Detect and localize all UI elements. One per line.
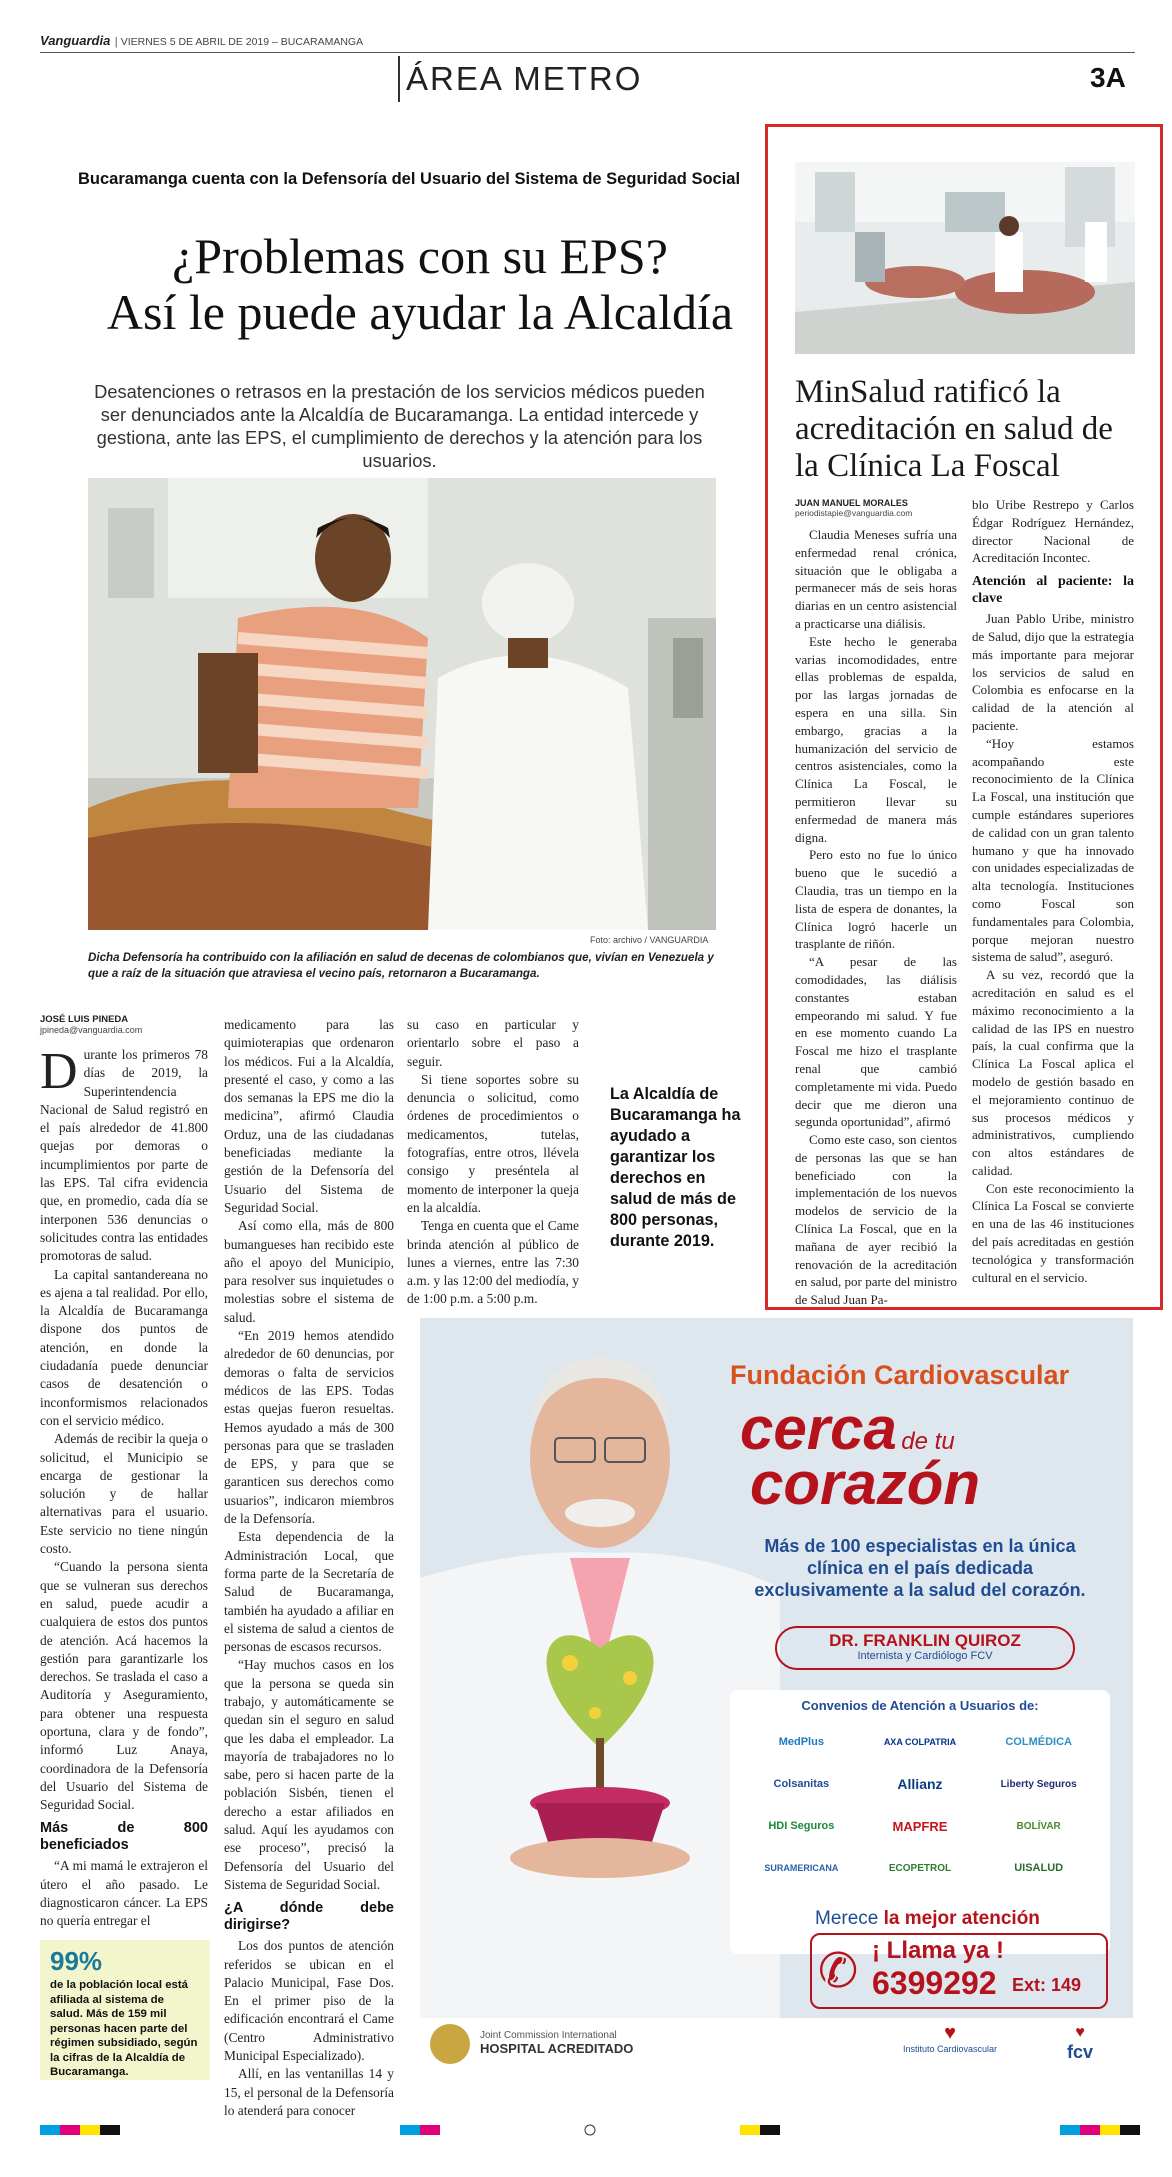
section-divider — [398, 56, 400, 102]
side-paragraph: Con este reconocimiento la Clínica La Foscal se convierte en una de las 46 instituciones del país acreditadas en gestión tecnológica y transformación cultural en el servicio. — [972, 1180, 1134, 1285]
stat-number: 99% — [50, 1946, 103, 1976]
insurer-logo: BOLÍVAR — [1016, 1820, 1061, 1832]
phone-ext: Ext: 149 — [1012, 1975, 1082, 1995]
side-paragraph: Como este caso, son cientos de personas las que se han beneficiado con la implementación de los nuevos modelos de servicio de la Clínica La Foscal, que en la mañana de ayer recibió la renovación de la acreditación en salud, por parte del ministro de Salud Juan Pa- — [795, 1132, 957, 1308]
side-column-a — [795, 526, 957, 1308]
registration-marks — [40, 2125, 1140, 2135]
stat-text: de la población local está afiliada al sistema de salud. Más de 159 mil personas hacen parte del régimen subsidiado, según la cifras de la Alcaldía de Bucaramanga. — [50, 1979, 198, 2078]
col2-paragraph: Allí, en las ventanillas 14 y 15, el personal de la Defensoría lo atenderá para conocer — [224, 2066, 394, 2118]
side-paragraph: A su vez, recordó que la acreditación en salud es el máximo reconocimiento a la calidad de las IPS en nuestro país, la cual confirma que la Clínica La Foscal aplica el modelo de gestión basado en el mejoramiento continuo de sus procesos médicos y administrativos, cumpliendo con altos estándares de calidad. — [972, 967, 1134, 1178]
stat-box — [40, 1940, 210, 2080]
col2-paragraph: Esta dependencia de la Administración Local, que forma parte de la Secretaría de Salud de Bucaramanga, también ha ayudado a afiliar en el sistema de salud a cientos de personas de escasos recursos. — [224, 1529, 394, 1655]
side-column-b — [972, 496, 1134, 1296]
pull-quote: La Alcaldía de Bucaramanga ha ayudado a garantizar los derechos en salud de más de 800 personas, durante 2019. — [610, 1085, 741, 1250]
cta-line — [815, 1908, 1040, 1930]
cta-mejor-atencion: la mejor atención — [883, 1908, 1040, 1929]
side-byline — [795, 498, 965, 518]
main-byline — [40, 1014, 210, 1035]
col1-paragraph: “A mi mamá le extrajeron el útero el año pasado. Le diagnosticaron cáncer. La EPS no quería entregar el — [40, 1858, 208, 1929]
photo-credit: Foto: archivo / VANGUARDIA — [590, 935, 709, 945]
dialysis-photo — [795, 162, 1135, 354]
col1-paragraph: “Cuando la persona sienta que se vulneran sus derechos en salud, puede acudir a cualquiera de estos dos puntos de atención. Acá hacemos la gestión para garantizarle los derechos. Se traslada el caso a Auditoría y Aseguramiento, para obtener una respuesta oportuna, clara y de fondo”, informó Luz Anaya, coordinadora de la Defensoría del Usuario del Sistema de Seguridad Social. — [40, 1559, 208, 1813]
deck: Desatenciones o retrasos en la prestación de los servicios médicos pueden ser denunciados ante la Alcaldía de Bucaramanga. La entidad intercede y gestiona, ante las EPS, el cumplimiento de derechos y la atención para los usuarios. — [94, 381, 705, 471]
side-paragraph: Pero esto no fue lo único bueno que le sucedió a Claudia, tras un tiempo en la lista de espera de donantes, la Clínica logró hacerle un trasplante de riñón. — [795, 847, 957, 952]
col2-paragraph: “Hay muchos casos en los que la persona se queda sin trabajo, y automáticamente se quedan sin el seguro en salud que les daba el empleador. La mayoría de trabajadores no lo sabe, pero si hacen parte de la población Sisbén, tienen el derecho a estar afiliados en salud. Aquí les ayudamos con ese proceso”, precisó la Defensoría del Usuario del Sistema de Seguridad Social. — [224, 1657, 394, 1892]
col2-paragraph: medicamento para las quimioterapias que ordenaron los médicos. Fui a la Alcaldía, presenté el caso, y como a las dos semanas la EPS me dio la medicina”, afirmó Claudia Orduz, una de las ciudadanas beneficiadas mediante la gestión de la Defensoría del Usuario del Sistema de Seguridad Social. — [224, 1017, 394, 1215]
col1-paragraph: Además de recibir la queja o solicitud, el Municipio se encarga de gestionar la solución y de hallar alternativas para el usuario. Este servicio no tiene ningún costo. — [40, 1431, 208, 1557]
col3-paragraph: Tenga en cuenta que el Came brinda atención al público de lunes a viernes, entre las 7:30 a.m. y las 12:00 del mediodía, y de 1:00 p.m. a 5:00 p.m. — [407, 1218, 579, 1307]
hospital-scene-illustration — [88, 478, 716, 930]
insurer-logo: MAPFRE — [892, 1818, 948, 1834]
fcv-advertisement[interactable] — [420, 1318, 1133, 2070]
side-paragraph: Juan Pablo Uribe, ministro de Salud, dijo que la estrategia más importante para mejorar los servicios de salud en Colombia es enfocarse en la calidad de la atención al paciente. — [972, 611, 1134, 733]
insurer-logo: ECOPETROL — [888, 1862, 952, 1874]
col2-paragraph: Los dos puntos de atención referidos se ubican en el Palacio Municipal, Fase Dos. En el primer piso de la edificación encontrará el Came (Centro Administrativo Municipal Especializado). — [224, 1938, 394, 2064]
paper-name: Vanguardia — [40, 33, 111, 48]
accreditation-line-2: HOSPITAL ACREDITADO — [480, 2041, 634, 2056]
col2-subhead: ¿A dónde debe dirigirse? — [224, 1900, 394, 1934]
instituto-text: Instituto Cardiovascular — [902, 2044, 998, 2054]
accreditation-line-1: Joint Commission International — [480, 2030, 617, 2041]
side-paragraph: Este hecho le generaba varias incomodidades, entre ellas problemas de espalda, por las largas jornadas de espera en una silla. Sin embargo, gracias a la humanización del servicio de centros asistenciales, como la Clínica La Foscal, le permitieron llevar su enfermedad de manera más digna. — [795, 633, 957, 845]
col1-subhead: Más de 800 beneficiados — [40, 1820, 208, 1854]
doctor-name-badge — [775, 1626, 1075, 1670]
insurer-logo: HDI Seguros — [768, 1820, 835, 1832]
tree-heart-icon: ♥ — [944, 2022, 956, 2044]
call-label: ¡ Llama ya ! — [872, 1937, 1005, 1964]
main-photo — [88, 478, 716, 930]
byline-email: jpineda@vanguardia.com — [40, 1025, 143, 1035]
doctor-title: Internista y Cardiólogo FCV — [857, 1650, 993, 1662]
doctor-name: DR. FRANKLIN QUIROZ — [829, 1631, 1021, 1650]
section-title: ÁREA METRO — [406, 60, 643, 97]
phone-box[interactable] — [810, 1933, 1108, 2009]
masthead: Vanguardia | VIERNES 5 DE ABRIL DE 2019 – BUCARAMANGA — [40, 32, 1135, 53]
phone-number: 6399292 — [872, 1965, 997, 2001]
ad-tagline — [740, 1394, 1120, 1517]
main-column-1 — [40, 1043, 208, 1929]
col3-paragraph: Si tiene soportes sobre su denuncia o solicitud, como órdenes de procedimientos o medicamentos, tutelas, fotografías, entre otros, llévela consigo y preséntela al momento de interponer la queja en la alcaldía. — [407, 1071, 579, 1215]
headline-line-1: ¿Problemas con su EPS? — [172, 228, 668, 284]
side-paragraph: “A pesar de las comodidades, las diálisis constantes estaban empeorando mi salud. Y fue en ese momento cuando La Foscal me hizo el trasplante renal que cambió completamente mi vida. Puedo decir que me dieron una segunda oportunidad”, afirmó — [795, 954, 957, 1130]
fcv-text: fcv — [1066, 2042, 1093, 2062]
insurer-logo: COLMÉDICA — [1005, 1736, 1072, 1748]
instituto-logo — [890, 2022, 1010, 2054]
print-color-bar — [40, 2120, 1140, 2130]
headline — [70, 228, 770, 340]
photo-caption: Dicha Defensoría ha contribuido con la afiliación en salud de decenas de colombianos que, vivían en Venezuela y que a raíz de la situación que atraviesa el vecino país, retornaron a Bucaramanga. — [88, 951, 714, 980]
page-number: 3A — [1090, 62, 1126, 93]
col2-paragraph: “En 2019 hemos atendido alrededor de 60 denuncias, por demoras o falta de servicios médicos de las EPS. Todas estas quejas fueron resueltas. Hemos ayudado a más de 300 personas para que se trasladen de EPS, y para que se garanticen sus derechos como usuarios”, indicaron miembros de la Defensoría. — [224, 1328, 394, 1527]
main-column-2 — [224, 1016, 394, 2118]
insurer-logo: SURAMERICANA — [764, 1863, 839, 1873]
tagline-cerca: cerca — [740, 1395, 897, 1462]
side-subhead: Atención al paciente: la clave — [972, 574, 1134, 607]
doctor-illustration — [420, 1318, 780, 2018]
accreditation — [480, 2030, 633, 2056]
side-byline-name: JUAN MANUEL MORALES — [795, 498, 908, 508]
date-line: VIERNES 5 DE ABRIL DE 2019 – BUCARAMANGA — [120, 36, 364, 48]
drop-cap: D — [40, 1043, 78, 1100]
kicker: Bucaramanga cuenta con la Defensoría del Usuario del Sistema de Seguridad Social — [78, 170, 741, 188]
col3-paragraph: su caso en particular y orientarlo sobre el paso a seguir. — [407, 1017, 579, 1069]
col1-lead: urante los primeros 78 días de 2019, la Superintendencia Nacional de Salud registró en el país alrededor de 41.800 quejas por demoras o incumplimientos por parte de las EPS. Tal cifra evidencia que, en promedio, cada día se interponen 536 denuncias o solicitudes contra las entidades promotoras de salud. — [40, 1047, 208, 1264]
side-byline-email: periodistapie@vanguardia.com — [795, 508, 913, 518]
col1-paragraph: La capital santandereana no es ajena a tal realidad. Por ello, la Alcaldía de Bucaramanga dispone dos puntos de atención, en donde la ciudadanía puede denunciar casos de desatención o inconformismos relacionados con el servicio médico. — [40, 1266, 208, 1428]
ad-claim: Más de 100 especialistas en la única clínica en el país dedicada exclusivamente a la salud del corazón. — [754, 1536, 1086, 1600]
side-paragraph: “Hoy estamos acompañando este reconocimiento de la Clínica La Foscal, una institución que cumple estándares superiores de calidad con un gran talento humano y que ha innovado con unidades especializadas de alta tecnología. Instituciones como Foscal son fundamentales para Colombia, porque mejoran nuestro sistema de salud”, aseguró. — [972, 735, 1134, 965]
tagline-corazon: corazón — [750, 1450, 981, 1517]
byline-name: JOSÉ LUIS PINEDA — [40, 1014, 129, 1025]
cta-merece: Merece — [815, 1908, 879, 1929]
tagline-de-tu: de tu — [901, 1428, 955, 1455]
fcv-heart-icon: ♥ — [1075, 2024, 1085, 2041]
side-paragraph: Claudia Meneses sufría una enfermedad renal crónica, situación que le obligaba a permanecer más de seis horas diarias en un centro asistencial a practicarse una diálisis. — [795, 527, 957, 631]
ad-brand-line: Fundación Cardiovascular — [730, 1360, 1070, 1390]
insurer-logo: AXA COLPATRIA — [883, 1737, 957, 1747]
side-headline: MinSalud ratificó la acreditación en salud de la Clínica La Foscal — [795, 374, 1113, 484]
col2-paragraph: Así como ella, más de 800 bumangueses han recibido este año el apoyo del Municipio, para resolver sus inquietudes o molestias sobre el sistema de salud. — [224, 1218, 394, 1325]
main-column-3 — [407, 1016, 579, 1307]
insurer-logo: Allianz — [897, 1776, 943, 1792]
headline-line-2: Así le puede ayudar la Alcaldía — [106, 284, 734, 340]
dialysis-room-illustration — [795, 162, 1135, 354]
insurer-logo: MedPlus — [778, 1736, 824, 1748]
side-paragraph: blo Uribe Restrepo y Carlos Édgar Rodríguez Hernández, director Nacional de Acreditación Incontec. — [972, 497, 1134, 566]
convenios-title: Convenios de Atención a Usuarios de: — [801, 1698, 1039, 1713]
jci-seal — [430, 2024, 470, 2064]
insurer-logo: Colsanitas — [773, 1778, 830, 1790]
fcv-logo — [1040, 2024, 1120, 2063]
insurer-grid — [730, 1713, 1110, 1897]
phone-icon: ✆ — [818, 1943, 859, 1999]
insurer-logo: Liberty Seguros — [1000, 1778, 1077, 1790]
insurer-logo: UISALUD — [1014, 1862, 1064, 1874]
